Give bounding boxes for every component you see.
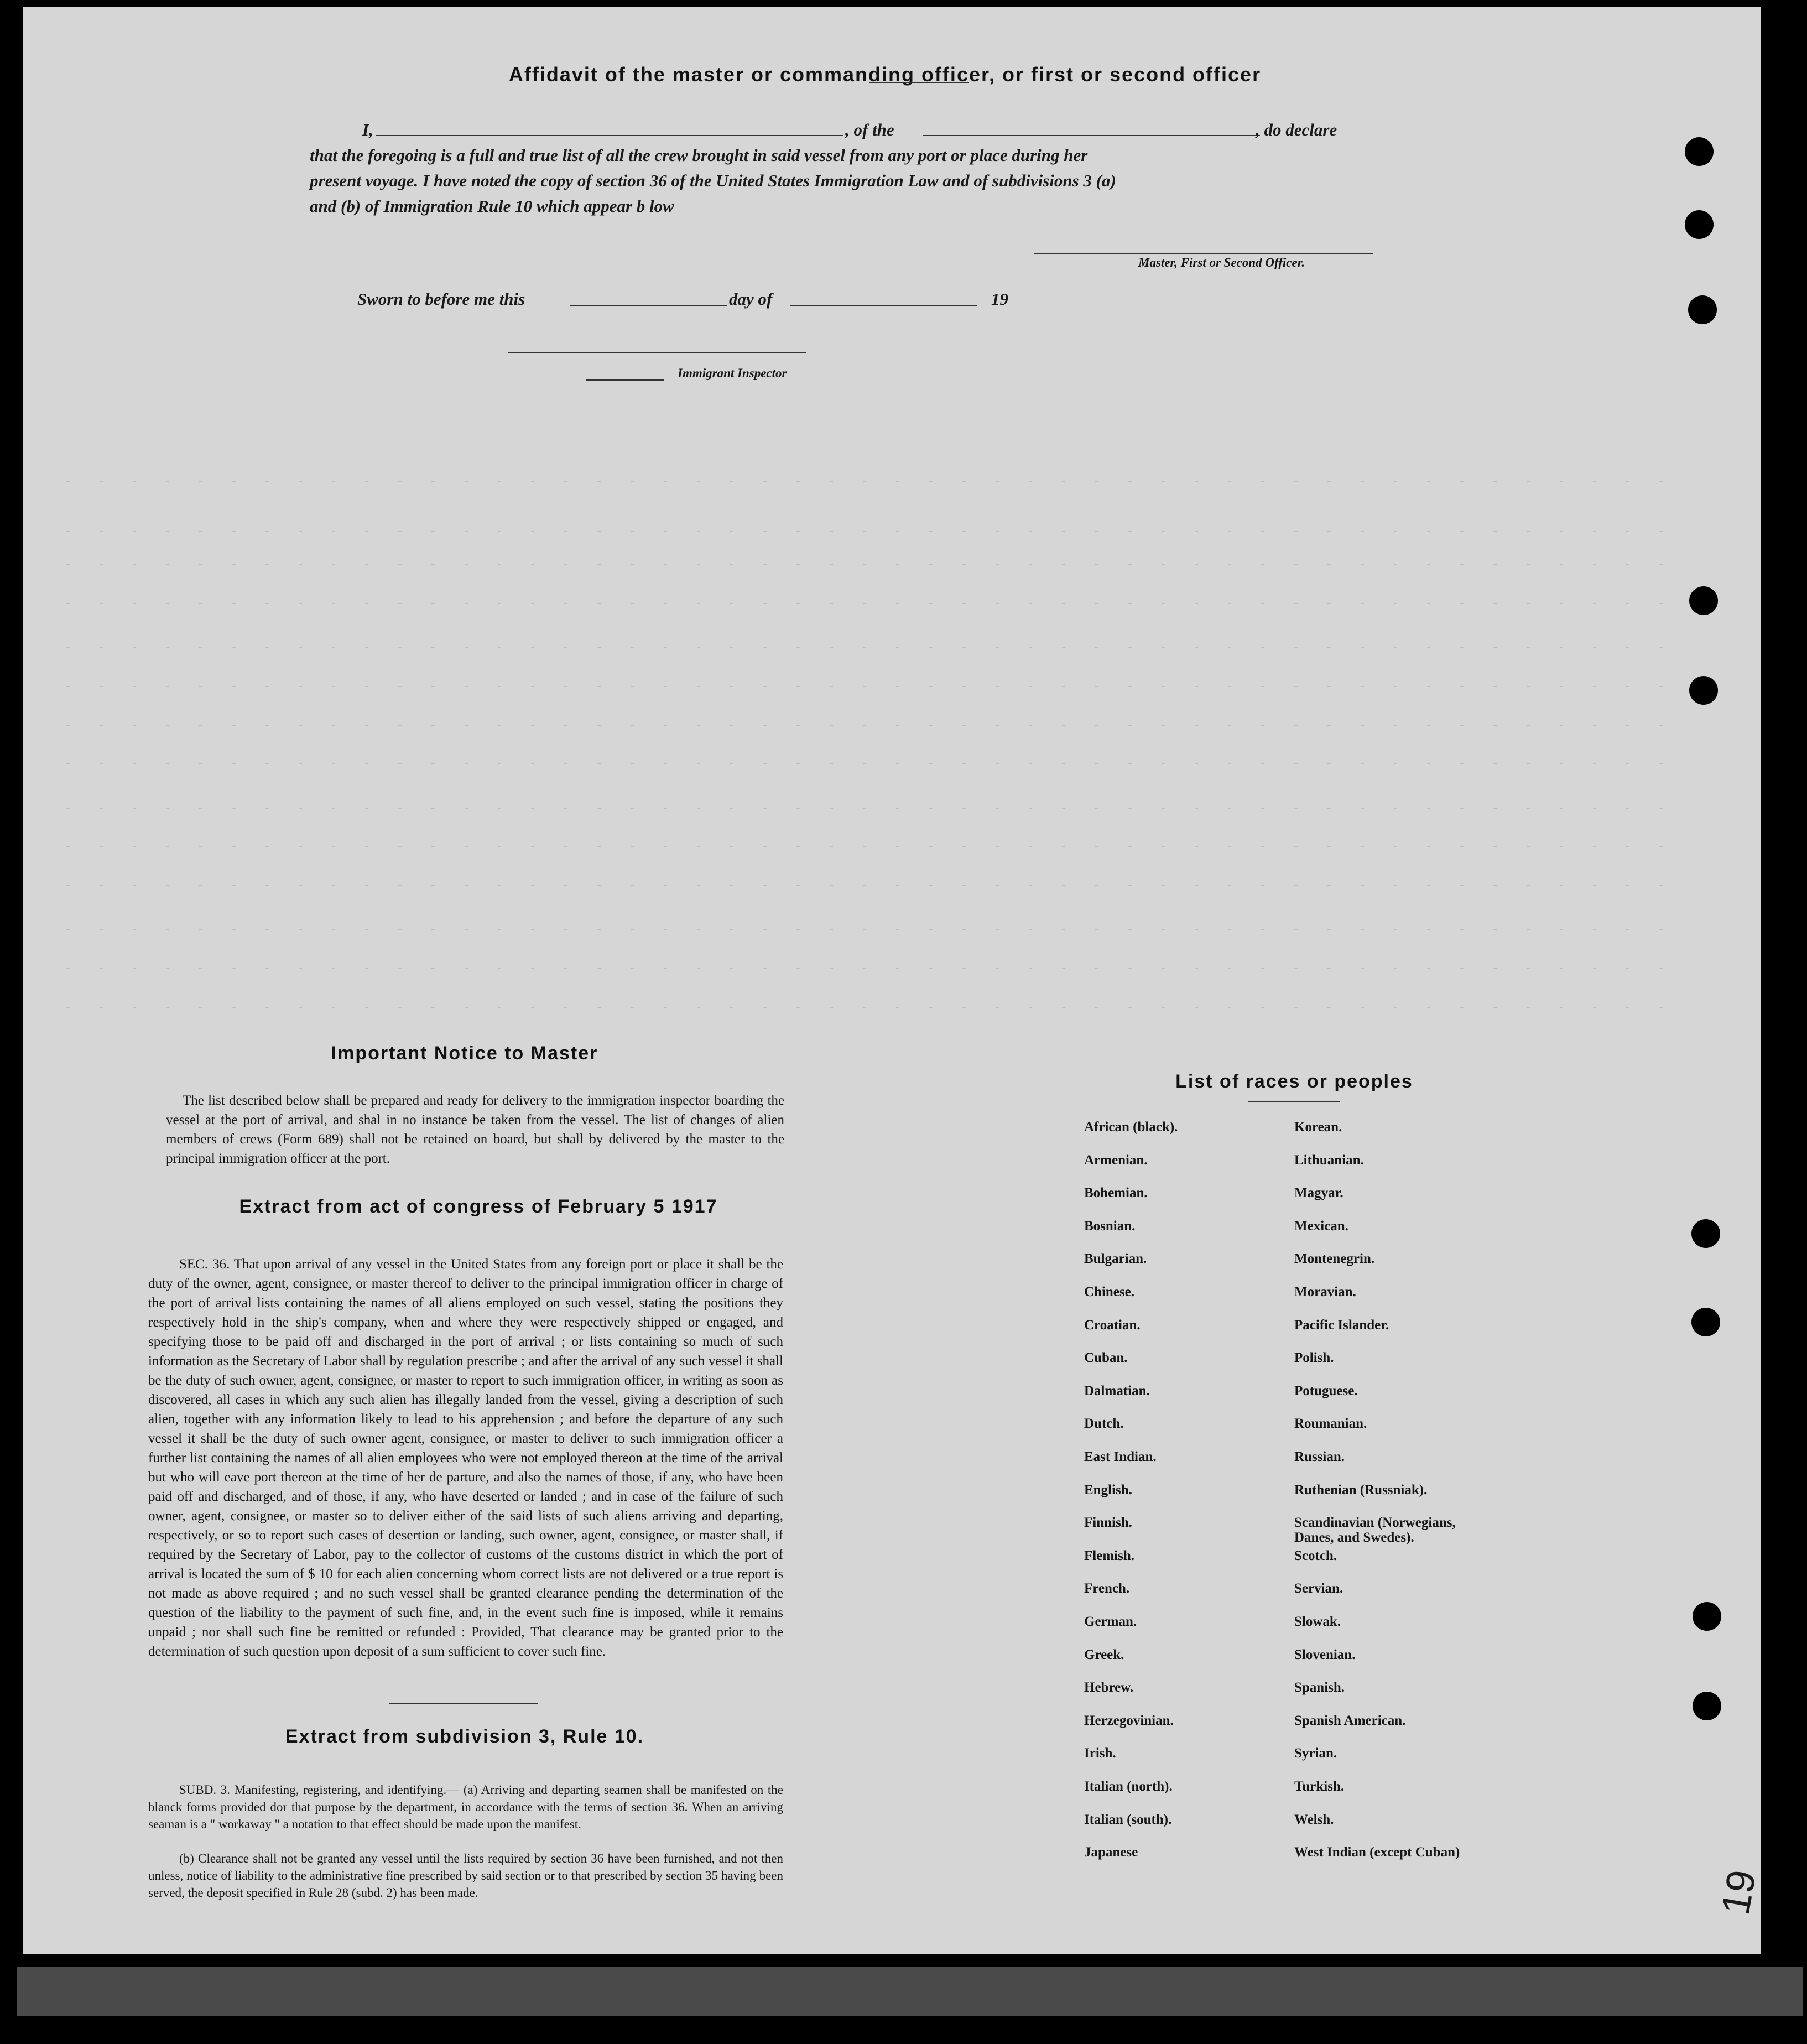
- race-entry: Hebrew.: [1084, 1680, 1134, 1695]
- race-entry: Finnish.: [1084, 1515, 1132, 1531]
- punch-hole: [1685, 137, 1714, 166]
- bleed-through-row: [66, 564, 1670, 565]
- affidavit-line1-mid: , of the: [845, 120, 894, 139]
- race-entry: Spanish.: [1294, 1680, 1345, 1695]
- race-entry: Dutch.: [1084, 1416, 1124, 1432]
- heading-underline: [869, 82, 969, 83]
- punch-hole: [1693, 1602, 1721, 1631]
- race-entry: Mexican.: [1294, 1218, 1348, 1234]
- affidavit-heading: Affidavit of the master or commanding officer, or first or second officer: [508, 63, 1262, 86]
- race-entry: Moravian.: [1294, 1284, 1356, 1299]
- race-entry: French.: [1084, 1581, 1130, 1596]
- race-entry: Bosnian.: [1084, 1218, 1136, 1234]
- document-page: [23, 7, 1761, 1954]
- bleed-through-row: [66, 808, 1670, 809]
- signature-label: Master, First or Second Officer.: [1138, 256, 1305, 269]
- race-entry: Bohemian.: [1084, 1185, 1148, 1201]
- punch-hole: [1689, 676, 1718, 705]
- races-heading: List of races or peoples: [1175, 1071, 1413, 1092]
- race-entry: Polish.: [1294, 1350, 1334, 1366]
- bleed-through-row: [66, 603, 1670, 604]
- scan-bottom-edge: [17, 1967, 1803, 2016]
- race-entry: Japanese: [1084, 1845, 1138, 1860]
- race-entry: Flemish.: [1084, 1548, 1134, 1563]
- inspector-label: Immigrant Inspector: [678, 366, 787, 380]
- race-entry: English.: [1084, 1482, 1132, 1497]
- affidavit-line3: present voyage. I have noted the copy of section 36 of the United States Immigration Law and of subdivisions 3 (a): [310, 171, 1116, 190]
- bleed-through-row: [66, 531, 1670, 532]
- bleed-through-row: [66, 686, 1670, 687]
- inspector-short-line: [586, 379, 664, 381]
- punch-hole: [1689, 586, 1718, 615]
- rule-extract-heading: Extract from subdivision 3, Rule 10.: [285, 1726, 644, 1747]
- sworn-mid: day of: [729, 289, 773, 309]
- race-entry: Cuban.: [1084, 1350, 1128, 1366]
- race-entry: Lithuanian.: [1294, 1152, 1364, 1168]
- race-entry: Magyar.: [1294, 1185, 1343, 1201]
- race-entry: Montenegrin.: [1294, 1251, 1375, 1267]
- affidavit-line1-end: , do declare: [1256, 120, 1337, 139]
- race-entry: Dalmatian.: [1084, 1383, 1150, 1398]
- notice-text: The list described below shall be prepared and ready for delivery to the immigration inspector boarding the vessel at the port of arrival, and shal in no instance be taken from the vessel. The list of changes of alien members of crews (Form 689) shall not be retained on board, but shall by delivered by the master to the principal immigration officer at the port.: [166, 1093, 784, 1166]
- race-entry: Italian (north).: [1084, 1779, 1173, 1794]
- day-blank-line[interactable]: [570, 305, 727, 306]
- race-entry: Welsh.: [1294, 1812, 1334, 1827]
- race-entry: Croatian.: [1084, 1317, 1141, 1333]
- month-blank-line[interactable]: [790, 305, 977, 306]
- bleed-through-row: [66, 1007, 1670, 1008]
- subdivision-a-text: SUBD. 3. Manifesting, registering, and identifying.— (a) Arriving and departing seamen shall be manifested on the blanck forms provided dor that purpose by the department, in accordance with the terms of section 36. When an arriving seaman is a " workaway " a notation to that effect should be made upon the manifest.: [148, 1783, 783, 1831]
- affidavit-line4: and (b) of Immigration Rule 10 which appear b low: [310, 196, 674, 216]
- bleed-through-row: [66, 725, 1670, 726]
- signature-line[interactable]: [1034, 253, 1373, 254]
- race-entry: Ruthenian (Russniak).: [1294, 1482, 1428, 1497]
- race-entry: Bulgarian.: [1084, 1251, 1147, 1267]
- race-entry: Potuguese.: [1294, 1383, 1358, 1398]
- bleed-through-row: [66, 846, 1670, 847]
- race-entry: Russian.: [1294, 1449, 1345, 1464]
- race-entry: Armenian.: [1084, 1152, 1148, 1168]
- punch-hole: [1691, 1308, 1720, 1336]
- name-blank-line[interactable]: [376, 135, 843, 136]
- bleed-through-row: [66, 763, 1670, 764]
- race-entry: Chinese.: [1084, 1284, 1134, 1299]
- punch-hole: [1685, 210, 1714, 239]
- race-entry: Slowak.: [1294, 1614, 1341, 1629]
- act-extract-heading: Extract from act of congress of February 5 1917: [239, 1196, 718, 1217]
- affidavit-line1-start: I,: [362, 120, 373, 139]
- bleed-through-row: [66, 885, 1670, 886]
- race-entry: East Indian.: [1084, 1449, 1157, 1464]
- race-entry: Syrian.: [1294, 1746, 1337, 1761]
- bleed-through-row: [66, 929, 1670, 930]
- race-entry: Turkish.: [1294, 1779, 1345, 1794]
- race-entry: Italian (south).: [1084, 1812, 1172, 1827]
- race-entry: West Indian (except Cuban): [1294, 1845, 1460, 1860]
- race-entry: Herzegovinian.: [1084, 1713, 1174, 1728]
- sworn-year: 19: [991, 289, 1008, 309]
- bleed-through-row: [66, 647, 1670, 648]
- bleed-through-row: [66, 968, 1670, 969]
- race-entry: Spanish American.: [1294, 1713, 1406, 1728]
- vessel-blank-line[interactable]: [923, 135, 1260, 136]
- affidavit-line2: that the foregoing is a full and true list of all the crew brought in said vessel from any port or place during her: [310, 145, 1088, 165]
- punch-hole: [1693, 1692, 1721, 1720]
- sworn-start: Sworn to before me this: [357, 289, 525, 309]
- race-entry: Greek.: [1084, 1647, 1124, 1662]
- race-entry: African (black).: [1084, 1120, 1178, 1135]
- race-entry: Slovenian.: [1294, 1647, 1356, 1662]
- section-36-text: SEC. 36. That upon arrival of any vessel in the United States from any foreign port or place it shall be the duty of the owner, agent, consignee, or master thereof to deliver to the principal immigration officer in charge of the port of arrival lists containing the names of all aliens employed on such vessel, stating the positions they respectively hold in the ship's company, when and where they were respectively shipped or engaged, and specifying those to be paid off and discharged in the port of arrival ; or lists containing so much of such information as the Secretary of Labor shall by regulation prescribe ; and after the arrival of any such vessel it shall be the duty of such owner, agent, consignee, or master to report to such immigration officer, in writing as soon as discovered, all cases in which any such alien has illegally landed from the vessel, giving a description of such alien, together with any information likely to lead to his apprehension ; and before the departure of any such vessel it shall be the duty of such owner agent, consignee, or master to deliver to such immigration officer a further list containing the names of all alien employees who were not employed thereon at the time of the arrival but who will eave port thereon at the time of her de parture, and also the names of those, if any, who have been paid off and discharged, and of those, if any, who have deserted or landed ; and in case of the failure of such owner, agent, consignee, or master so to deliver either of the said lists of such aliens arriving and departing, respectively, or so to report such cases of desertion or landing, such owner, agent, consignee, or master shall, if required by the Secretary of Labor, pay to the collector of customs of the customs district in which the port of arrival is located the sum of $ 10 for each alien concerning whom correct lists are not delivered or a true report is not made as above required ; and no such vessel shall be granted clearance pending the determination of the question of the liability to the payment of such fine, and, in the event such fine is imposed, while it remains unpaid ; nor shall such fine be remitted or refunded : Provided, That clearance may be granted prior to the determination of such question upon deposit of a sum sufficient to cover such fine.: [148, 1257, 783, 1659]
- punch-hole: [1688, 295, 1717, 324]
- section-divider: [389, 1703, 538, 1704]
- race-entry: Korean.: [1294, 1120, 1342, 1135]
- bleed-through-row: [66, 481, 1670, 482]
- inspector-signature-line[interactable]: [508, 352, 806, 353]
- race-entry: Servian.: [1294, 1581, 1343, 1596]
- race-entry: Roumanian.: [1294, 1416, 1367, 1432]
- race-entry: Pacific Islander.: [1294, 1317, 1389, 1333]
- race-entry: Irish.: [1084, 1746, 1116, 1761]
- race-entry: German.: [1084, 1614, 1137, 1629]
- punch-hole: [1691, 1219, 1720, 1248]
- notice-heading: Important Notice to Master: [331, 1043, 598, 1064]
- race-entry: Scandinavian (Norwegians, Danes, and Swedes).: [1294, 1515, 1456, 1546]
- handwritten-page-number: 19: [1713, 1866, 1765, 1918]
- race-entry: Scotch.: [1294, 1548, 1337, 1563]
- races-heading-underline: [1248, 1101, 1340, 1102]
- subdivision-b-text: (b) Clearance shall not be granted any vessel until the lists required by section 36 have been furnished, and not then unless, notice of liability to the administrative fine prescribed by said section or to that prescribed by section 35 having been served, the deposit specified in Rule 28 (subd. 2) has been made.: [148, 1851, 783, 1900]
